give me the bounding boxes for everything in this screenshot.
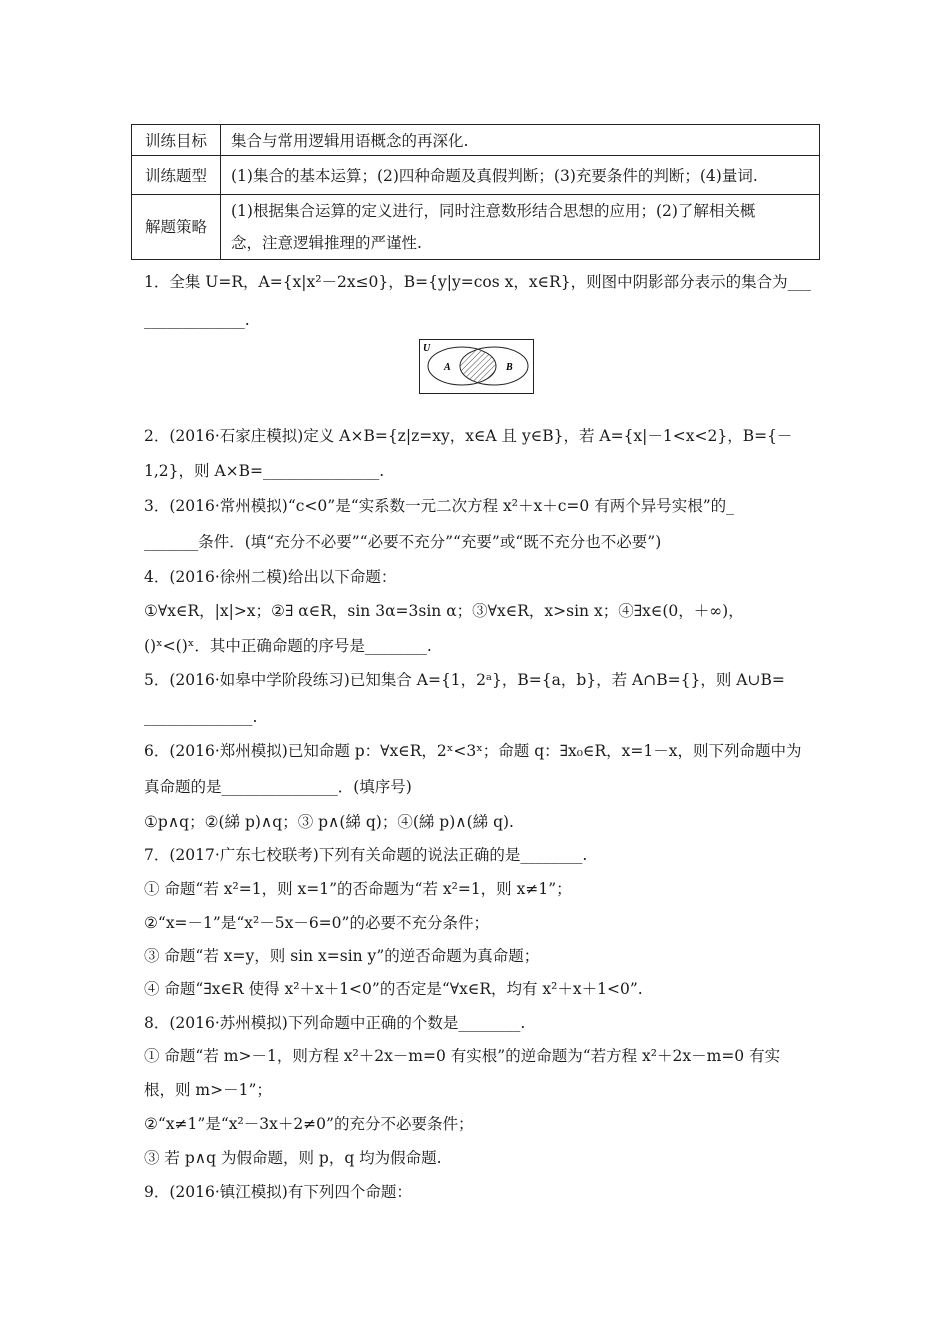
problem-7-option-4: ④ 命题“∃x∈R 使得 x²＋x＋1<0”的否定是“∀x∈R，均有 x²＋x＋1<0”. bbox=[144, 980, 643, 998]
label-u: U bbox=[423, 343, 431, 354]
problem-1-line-1: 1．全集 U=R，A={x|x²－2x≤0}，B={y|y=cos x，x∈R}，则图中阴影部分表示的集合为___ bbox=[144, 273, 811, 291]
row-content-line: 念，注意逻辑推理的严谨性. bbox=[231, 234, 422, 252]
problem-7-line-1: 7．(2017·广东七校联考)下列有关命题的说法正确的是________. bbox=[144, 846, 588, 864]
training-info-table bbox=[131, 124, 820, 260]
problem-7-option-2: ②“x=－1”是“x²－5x－6=0”的必要不充分条件； bbox=[144, 914, 489, 932]
problem-8-line-1: 8．(2016·苏州模拟)下列命题中正确的个数是________. bbox=[144, 1014, 526, 1032]
problem-7-option-1: ① 命题“若 x²=1，则 x=1”的否命题为“若 x²=1，则 x≠1”； bbox=[144, 880, 572, 898]
problem-5-line-1: 5．(2016·如皋中学阶段练习)已知集合 A={1，2ᵃ}，B={a，b}，若 A∩B={}，则 A∪B= bbox=[144, 671, 785, 689]
row-content: 集合与常用逻辑用语概念的再深化. bbox=[221, 125, 820, 156]
problem-6-line-3: ①p∧q；②(綈 p)∧q；③ p∧(綈 q)；④(綈 p)∧(綈 q). bbox=[144, 813, 514, 831]
problem-2-line-1: 2．(2016·石家庄模拟)定义 A×B={z|z=xy，x∈A 且 y∈B}，若 A={x|－1<x<2}，B={－ bbox=[144, 427, 793, 445]
problem-6-line-2: 真命题的是_______________．(填序号) bbox=[144, 778, 412, 796]
problem-9-line-1: 9．(2016·镇江模拟)有下列四个命题： bbox=[144, 1183, 412, 1201]
table-row bbox=[132, 125, 820, 156]
table-row bbox=[132, 156, 820, 195]
problem-1-line-2: _____________. bbox=[144, 311, 250, 329]
problem-4-line-1: 4．(2016·徐州二模)给出以下命题： bbox=[144, 568, 397, 586]
problem-6-line-1: 6．(2016·郑州模拟)已知命题 p：∀x∈R，2ˣ<3ˣ；命题 q：∃x₀∈R，x=1－x，则下列命题中为 bbox=[144, 742, 802, 760]
row-content-line: (1)根据集合运算的定义进行，同时注意数形结合思想的应用；(2)了解相关概 bbox=[231, 202, 756, 220]
problem-8-option-3: ③ 若 p∧q 为假命题，则 p，q 均为假命题. bbox=[144, 1149, 442, 1167]
problem-8-option-1-cont: 根，则 m>－1”； bbox=[144, 1081, 272, 1099]
row-content bbox=[221, 195, 820, 260]
label-b: B bbox=[506, 362, 513, 373]
row-label: 解题策略 bbox=[132, 195, 221, 260]
problem-8-option-1: ① 命题“若 m>－1，则方程 x²＋2x－m=0 有实根”的逆命题为“若方程 x²＋2x－m=0 有实 bbox=[144, 1047, 781, 1065]
problem-2-line-2: 1,2}，则 A×B=_______________. bbox=[144, 462, 385, 480]
problem-4-line-3: ()ˣ<()ˣ．其中正确命题的序号是________. bbox=[144, 637, 432, 655]
row-label: 训练目标 bbox=[132, 125, 221, 156]
table-row bbox=[132, 195, 820, 260]
row-content: (1)集合的基本运算；(2)四种命题及真假判断；(3)充要条件的判断；(4)量词. bbox=[221, 156, 820, 195]
label-a: A bbox=[444, 362, 451, 373]
row-label: 训练题型 bbox=[132, 156, 221, 195]
problem-8-option-2: ②“x≠1”是“x²－3x＋2≠0”的充分不必要条件； bbox=[144, 1115, 474, 1133]
problem-7-option-3: ③ 命题“若 x=y，则 sin x=sin y”的逆否命题为真命题； bbox=[144, 947, 540, 965]
problem-3-line-1: 3．(2016·常州模拟)“c<0”是“实系数一元二次方程 x²＋x＋c=0 有两个异号实根”的_ bbox=[144, 497, 734, 515]
problem-3-line-2: _______条件．(填“充分不必要”“必要不充分”“充要”或“既不充分也不必要”) bbox=[144, 533, 662, 551]
venn-diagram bbox=[419, 339, 534, 394]
problem-5-line-2: ______________. bbox=[144, 708, 258, 726]
problem-4-line-2: ①∀x∈R，|x|>x；②∃ α∈R，sin 3α=3sin α；③∀x∈R，x>sin x；④∃x∈(0，＋∞)， bbox=[144, 602, 744, 620]
